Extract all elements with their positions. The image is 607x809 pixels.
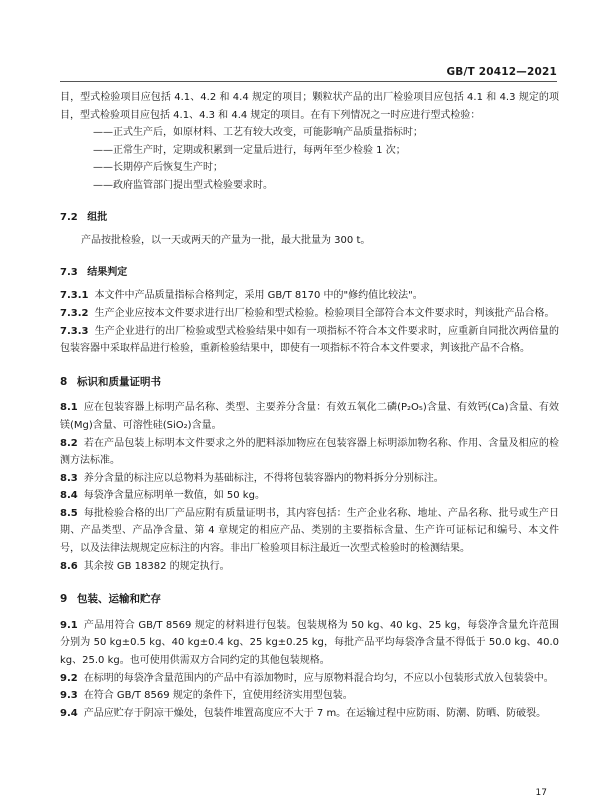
chapter-title: 包装、运输和贮存 bbox=[76, 593, 161, 606]
clause-text: 生产企业应按本文件要求进行出厂检验和型式检验。检验项目全部符合本文件要求时，判该批产品合格。 bbox=[94, 307, 555, 319]
clause-number: 8.6 bbox=[60, 560, 78, 572]
chapter-number: 8 bbox=[60, 375, 68, 388]
clause-number: 8.5 bbox=[60, 507, 78, 519]
clause-9-3 bbox=[60, 687, 559, 705]
clause-number: 9.3 bbox=[60, 690, 78, 702]
clause-text: 每批检验合格的出厂产品应附有质量证明书，其内容包括：生产企业名称、地址、产品名称、批号或生产日期、产品类型、产品净含量、第 4 章规定的相应产品、类别的主要指标含量、生产许可证标记和编号、本文件号，以及法律法规规定应标注的内容。非出厂检验项目标注最近一次型式检验时的检测结果。 bbox=[60, 507, 559, 555]
clause-number: 8.4 bbox=[60, 490, 78, 502]
section-heading-7-2 bbox=[60, 209, 559, 227]
section-number: 7.2 bbox=[60, 211, 78, 223]
clause-number: 7.3.3 bbox=[60, 325, 89, 337]
chapter-title: 标识和质量证明书 bbox=[76, 375, 161, 388]
chapter-heading-8 bbox=[60, 374, 559, 392]
clause-number: 7.3.1 bbox=[60, 290, 89, 302]
chapter-heading-9 bbox=[60, 591, 559, 609]
clause-8-1 bbox=[60, 399, 559, 434]
clause-number: 9.2 bbox=[60, 672, 78, 684]
section-heading-7-3 bbox=[60, 264, 559, 282]
clause-8-6 bbox=[60, 558, 559, 576]
clause-9-4 bbox=[60, 705, 559, 723]
standard-code: GB/T 20412—2021 bbox=[446, 66, 557, 78]
clause-text: 在标明的每袋净含量范围内的产品中有添加物时，应与原物料混合均匀，不应以小包装形式放入包装袋中。 bbox=[83, 672, 554, 684]
clause-text: 产品应贮存于阴凉干燥处，包装件堆置高度应不大于 7 m。在运输过程中应防雨、防潮、防晒、防破裂。 bbox=[83, 707, 547, 719]
page-number: 17 bbox=[535, 788, 547, 798]
clause-text: 养分含量的标注应以总物料为基础标注，不得将包装容器内的物料拆分分别标注。 bbox=[83, 472, 444, 484]
clause-8-2 bbox=[60, 435, 559, 470]
clause-text: 若在产品包装上标明本文件要求之外的肥料添加物应在包装容器上标明添加物名称、作用、含量及相应的检测方法标准。 bbox=[60, 437, 559, 467]
section-number: 7.3 bbox=[60, 266, 78, 278]
clause-text: 其余按 GB 18382 的规定执行。 bbox=[83, 560, 230, 572]
clause-text: 产品用符合 GB/T 8569 规定的材料进行包装。包装规格为 50 kg、40 kg、25 kg，每袋净含量允许范围分别为 50 kg±0.5 kg、40 kg±0.4 kg、25 kg±0.25 kg，每批产品平均每袋净含量不得低于 50.0 kg、40.0 kg、25.0 kg。也可使用供需双方合同约定的其他包装规格。 bbox=[60, 619, 559, 667]
intro-paragraph: 目，型式检验项目应包括 4.1、4.2 和 4.4 规定的项目；颗粒状产品的出厂检验项目应包括 4.1 和 4.3 规定的项目，型式检验项目应包括 4.1、4.3 和 4.4 规定的项目。在有下列情况之一时应进行型式检验： bbox=[60, 92, 559, 121]
dash-item: ——正式生产后，如原材料、工艺有较大改变，可能影响产品质量指标时； bbox=[93, 127, 423, 139]
clause-number: 9.1 bbox=[60, 619, 78, 631]
clause-text: 生产企业进行的出厂检验或型式检验结果中如有一项指标不符合本文件要求时，应重新自同批次两倍量的包装容器中采取样品进行检验，重新检验结果中，即使有一项指标不符合本文件要求，判该批产品不合格。 bbox=[60, 325, 559, 355]
clause-number: 8.2 bbox=[60, 437, 78, 449]
dash-item: ——政府监管部门提出型式检验要求时。 bbox=[93, 179, 273, 191]
clause-text: 本文件中产品质量指标合格判定，采用 GB/T 8170 中的"修约值比较法"。 bbox=[94, 290, 423, 302]
section-paragraph: 产品按批检验，以一天或两天的产量为一批，最大批量为 300 t。 bbox=[81, 235, 371, 247]
header-rule bbox=[60, 81, 557, 82]
clause-number: 8.1 bbox=[60, 402, 78, 414]
clause-7-3-2 bbox=[60, 305, 559, 323]
clause-8-4 bbox=[60, 487, 559, 505]
chapter-number: 9 bbox=[60, 593, 68, 606]
section-title: 组批 bbox=[87, 211, 108, 223]
clause-number: 9.4 bbox=[60, 707, 78, 719]
clause-text: 每袋净含量应标明单一数值，如 50 kg。 bbox=[83, 490, 265, 502]
clause-9-2 bbox=[60, 670, 559, 688]
clause-9-1 bbox=[60, 617, 559, 670]
document-body bbox=[60, 89, 559, 722]
clause-8-3 bbox=[60, 470, 559, 488]
clause-number: 8.3 bbox=[60, 472, 78, 484]
dash-item: ——正常生产时，定期或积累到一定量后进行，每两年至少检验 1 次； bbox=[93, 144, 406, 156]
clause-8-5 bbox=[60, 505, 559, 558]
section-title: 结果判定 bbox=[87, 266, 128, 278]
clause-number: 7.3.2 bbox=[60, 307, 89, 319]
dash-item: ——长期停产后恢复生产时； bbox=[93, 162, 223, 174]
clause-text: 在符合 GB/T 8569 规定的条件下，宜使用经济实用型包装。 bbox=[83, 690, 353, 702]
clause-7-3-3 bbox=[60, 323, 559, 358]
clause-text: 应在包装容器上标明产品名称、类型、主要养分含量：有效五氧化二磷(P₂O₅)含量、有效钙(Ca)含量、有效镁(Mg)含量、可溶性硅(SiO₂)含量。 bbox=[60, 402, 559, 431]
clause-7-3-1 bbox=[60, 287, 559, 305]
